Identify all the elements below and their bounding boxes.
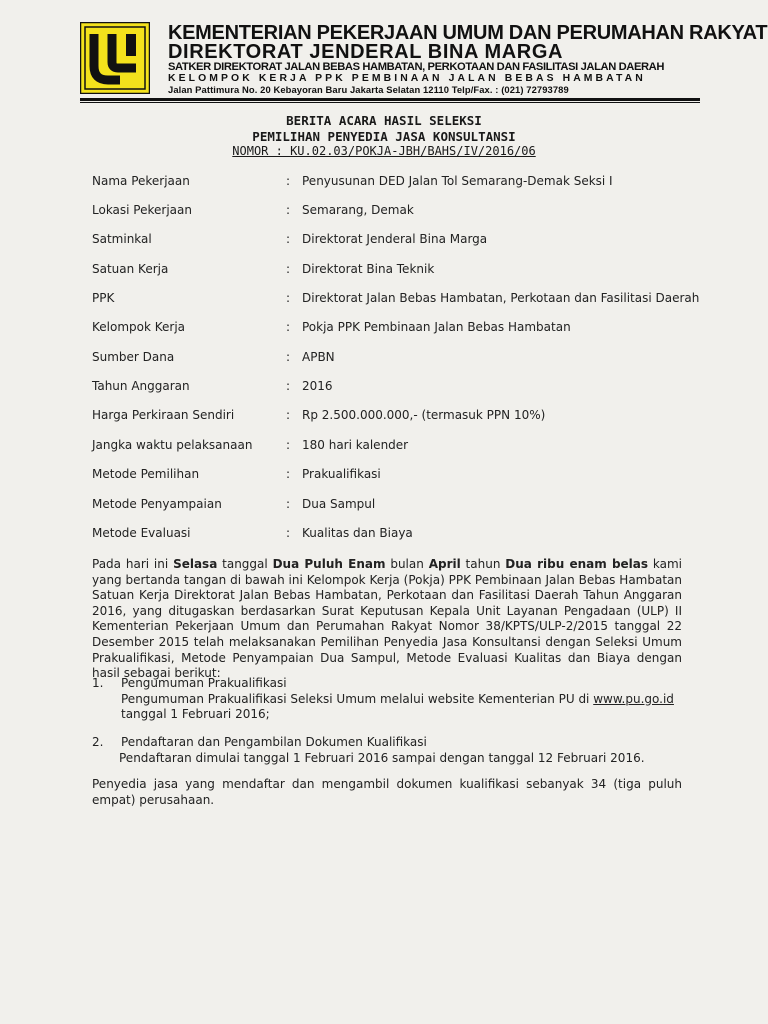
field-value: Pokja PPK Pembinaan Jalan Bebas Hambatan xyxy=(302,320,571,334)
field-colon: : xyxy=(286,379,291,393)
document-subtitle: PEMILIHAN PENYEDIA JASA KONSULTANSI xyxy=(252,129,516,144)
field-value: 180 hari kalender xyxy=(302,438,409,452)
list-item-body-cont: tanggal 1 Februari 2016; xyxy=(121,707,270,722)
field-value: Dua Sampul xyxy=(302,497,376,511)
field-colon: : xyxy=(286,438,291,452)
field-label: Satuan Kerja xyxy=(92,262,169,276)
field-colon: : xyxy=(286,320,291,334)
field-colon: : xyxy=(286,291,291,305)
list-item-heading: Pengumuman Prakualifikasi xyxy=(121,676,287,690)
field-label: Satminkal xyxy=(92,232,152,246)
field-colon: : xyxy=(286,262,291,276)
letterhead-directorate: DIREKTORAT JENDERAL BINA MARGA xyxy=(168,41,564,63)
letterhead-working-group: KELOMPOK KERJA PPK PEMBINAAN JALAN BEBAS HAMBATAN xyxy=(168,73,646,84)
intro-text: Pada hari ini xyxy=(92,557,174,571)
list-item xyxy=(121,676,681,723)
list-item-body: Pendaftaran dimulai tanggal 1 Februari 2016 sampai dengan tanggal 12 Februari 2016. xyxy=(119,750,645,765)
intro-date: Dua Puluh Enam xyxy=(272,557,386,571)
list-item xyxy=(121,735,681,766)
intro-day: Selasa xyxy=(173,557,218,571)
pu-ministry-logo-icon xyxy=(80,22,150,94)
field-label: Jangka waktu pelaksanaan xyxy=(92,438,253,452)
field-colon: : xyxy=(286,467,291,481)
field-label: PPK xyxy=(92,291,115,305)
field-value: 2016 xyxy=(302,379,333,393)
field-colon: : xyxy=(286,232,291,246)
field-label: Nama Pekerjaan xyxy=(92,174,190,188)
intro-year: Dua ribu enam belas xyxy=(505,557,649,571)
list-item-body xyxy=(121,692,681,708)
letterhead-address: Jalan Pattimura No. 20 Kebayoran Baru Jakarta Selatan 12110 Telp/Fax. : (021) 72793789 xyxy=(168,84,569,95)
field-colon: : xyxy=(286,203,291,217)
list-item-heading: Pendaftaran dan Pengambilan Dokumen Kualifikasi xyxy=(121,735,427,749)
field-label: Sumber Dana xyxy=(92,350,175,364)
list-item-text: Pengumuman Prakualifikasi Seleksi Umum melalui website Kementerian PU di xyxy=(121,691,594,706)
field-value: Rp 2.500.000.000,- (termasuk PPN 10%) xyxy=(302,408,546,422)
intro-text: tanggal xyxy=(217,557,273,571)
website-link[interactable]: www.pu.go.id xyxy=(593,691,674,706)
field-value: Direktorat Jalan Bebas Hambatan, Perkotaan dan Fasilitasi Daerah xyxy=(302,291,700,305)
field-colon: : xyxy=(286,526,291,540)
list-item-number: 2. xyxy=(92,735,104,749)
field-label: Lokasi Pekerjaan xyxy=(92,203,192,217)
field-colon: : xyxy=(286,408,291,422)
field-label: Kelompok Kerja xyxy=(92,320,186,334)
document-number: NOMOR : KU.02.03/POKJA-JBH/BAHS/IV/2016/06 xyxy=(232,144,536,158)
intro-paragraph xyxy=(92,557,682,682)
field-label: Metode Evaluasi xyxy=(92,526,191,540)
field-value: Direktorat Bina Teknik xyxy=(302,262,435,276)
field-colon: : xyxy=(286,350,291,364)
field-label: Tahun Anggaran xyxy=(92,379,190,393)
field-value: Penyusunan DED Jalan Tol Semarang-Demak Seksi I xyxy=(302,174,613,188)
letterhead-ministry: KEMENTERIAN PEKERJAAN UMUM DAN PERUMAHAN RAKYAT xyxy=(168,22,768,44)
field-value: Semarang, Demak xyxy=(302,203,414,217)
field-label: Metode Penyampaian xyxy=(92,497,222,511)
intro-text: tahun xyxy=(460,557,506,571)
field-colon: : xyxy=(286,174,291,188)
intro-text: bulan xyxy=(385,557,429,571)
field-value: Direktorat Jenderal Bina Marga xyxy=(302,232,488,246)
letterhead-divider-thick xyxy=(80,98,700,101)
intro-month: April xyxy=(428,557,461,571)
field-value: Prakualifikasi xyxy=(302,467,381,481)
document-title: BERITA ACARA HASIL SELEKSI xyxy=(286,113,482,128)
field-value: APBN xyxy=(302,350,335,364)
letterhead-divider-thin xyxy=(80,102,700,103)
field-value: Kualitas dan Biaya xyxy=(302,526,413,540)
field-colon: : xyxy=(286,497,291,511)
field-label: Harga Perkiraan Sendiri xyxy=(92,408,235,422)
intro-text: kami yang bertanda tangan di bawah ini Kelompok Kerja (Pokja) PPK Pembinaan Jalan Bebas Hambatan Satuan Kerja Direktorat Jalan Bebas Hambatan, Perkotaan dan Fasilitasi Daerah Tahun Anggaran 2016, yang ditugaskan berdasarkan Surat Keputusan Kepala Unit Layanan Pengadaan (ULP) II Kementerian Pekerjaan Umum dan Perumahan Rakyat Nomor 38/KPTS/ULP-2/2015 tanggal 22 Desember 2015 telah melaksanakan Pemilihan Penyedia Jasa Konsultansi dengan Seleksi Umum Prakualifikasi, Metode Penyampaian Dua Sampul, Metode Evaluasi Kualitas dan Biaya dengan hasil sebagai berikut: xyxy=(92,557,682,681)
field-label: Metode Pemilihan xyxy=(92,467,200,481)
list-item-number: 1. xyxy=(92,676,104,690)
closing-paragraph: Penyedia jasa yang mendaftar dan mengambil dokumen kualifikasi sebanyak 34 (tiga puluh empat) perusahaan. xyxy=(92,777,682,807)
letterhead-satker: SATKER DIREKTORAT JALAN BEBAS HAMBATAN, PERKOTAAN DAN FASILITASI JALAN DAERAH xyxy=(168,61,665,73)
